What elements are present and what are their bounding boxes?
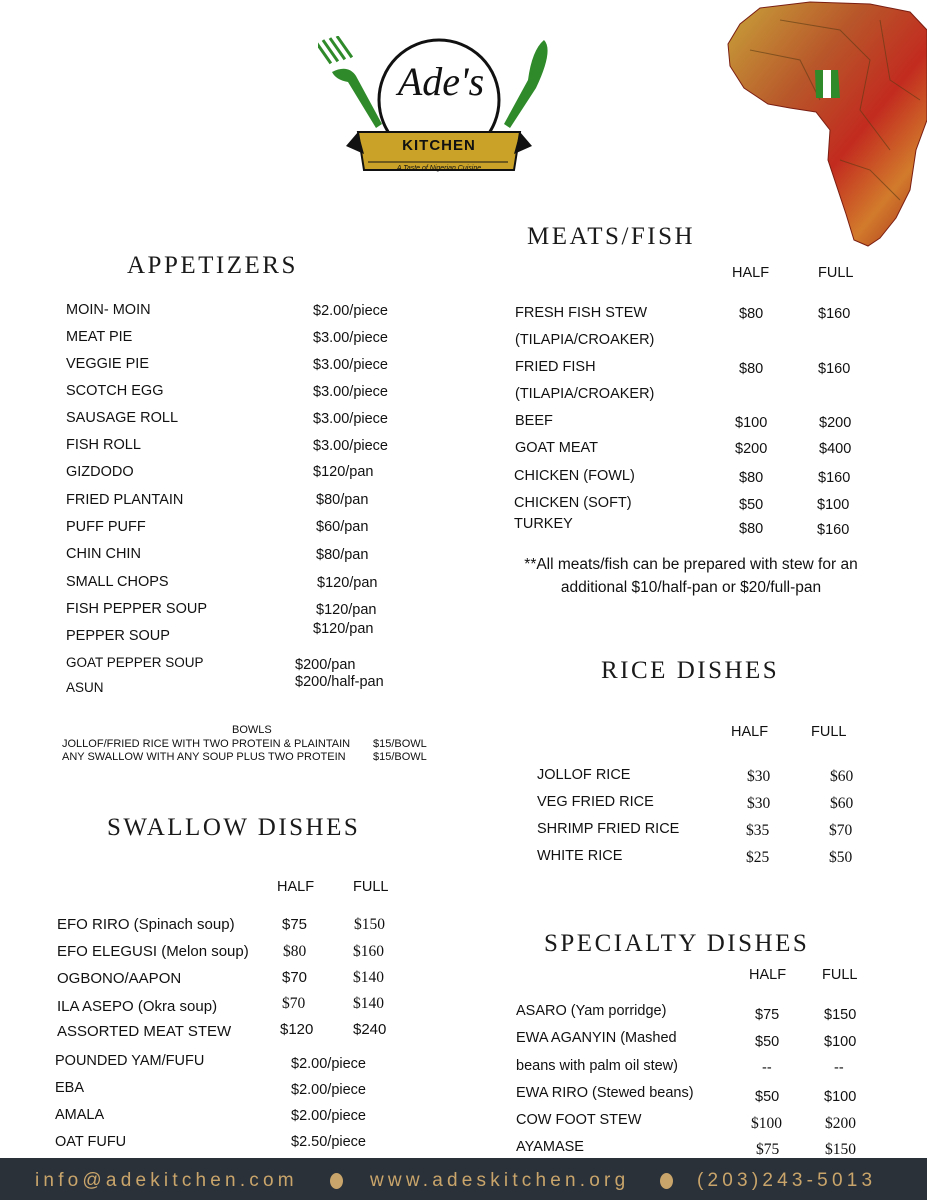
meats-note-line2: additional $10/half-pan or $20/full-pan	[560, 579, 822, 596]
rice-half-header: HALF	[731, 724, 769, 740]
meats-title: MEATS/FISH	[527, 223, 696, 250]
restaurant-logo	[318, 36, 558, 186]
meat-name: GOAT MEAT	[515, 440, 598, 456]
appetizer-name: GOAT PEPPER SOUP	[66, 655, 204, 670]
meat-full: $200	[819, 415, 852, 431]
appetizer-price: $3.00/piece	[313, 330, 388, 346]
africa-map-icon	[720, 0, 927, 250]
meat-half: $200	[735, 441, 768, 457]
meat-half: $80	[739, 470, 764, 486]
specialty-name: EWA AGANYIN (Mashed	[516, 1030, 677, 1046]
brand-tagline: A Taste of Nigerian Cuisine	[396, 165, 482, 172]
bowls-title: BOWLS	[232, 724, 272, 736]
meat-half: $80	[739, 306, 764, 322]
appetizer-name: FISH ROLL	[66, 437, 141, 453]
rice-half: $30	[747, 795, 771, 812]
meat-full: $100	[817, 497, 850, 513]
swallow-half-header: HALF	[277, 879, 315, 895]
rice-half: $25	[746, 849, 770, 866]
swallow-piece-name: AMALA	[55, 1107, 105, 1123]
appetizer-name: CHIN CHIN	[66, 546, 141, 562]
brand-kitchen: KITCHEN	[402, 137, 476, 154]
swallow-piece-price: $2.00/piece	[291, 1108, 366, 1124]
appetizer-name: SCOTCH EGG	[66, 383, 164, 399]
specialty-title: SPECIALTY DISHES	[544, 930, 810, 957]
africa-map-image	[720, 0, 927, 250]
swallow-full: $140	[353, 995, 384, 1012]
rice-name: VEG FRIED RICE	[537, 794, 654, 810]
rice-full: $60	[830, 768, 854, 785]
specialty-half: $50	[755, 1089, 780, 1105]
appetizer-price: $120/pan	[313, 621, 374, 637]
specialty-name: EWA RIRO (Stewed beans)	[516, 1085, 694, 1101]
meat-name: BEEF	[515, 413, 553, 429]
rice-title: RICE DISHES	[601, 657, 780, 684]
swallow-full: $140	[353, 969, 384, 986]
meat-name: (TILAPIA/CROAKER)	[515, 332, 655, 348]
rice-name: JOLLOF RICE	[537, 767, 631, 783]
specialty-full: $150	[824, 1007, 857, 1023]
appetizer-name: FISH PEPPER SOUP	[66, 601, 208, 617]
appetizer-price: $3.00/piece	[313, 357, 388, 373]
rice-name: WHITE RICE	[537, 848, 623, 864]
swallow-name: ILA ASEPO (Okra soup)	[57, 998, 218, 1015]
meat-half: $80	[739, 361, 764, 377]
rice-full: $70	[829, 822, 853, 839]
swallow-name: EFO ELEGUSI (Melon soup)	[57, 943, 249, 960]
appetizer-name: PEPPER SOUP	[66, 628, 170, 644]
appetizer-price: $3.00/piece	[313, 384, 388, 400]
swallow-piece-name: EBA	[55, 1080, 85, 1096]
brand-name: Ade's	[397, 59, 485, 104]
swallow-piece-price: $2.50/piece	[291, 1134, 366, 1150]
swallow-full: $160	[353, 943, 384, 960]
specialty-name: beans with palm oil stew)	[516, 1058, 678, 1074]
bowl-name: JOLLOF/FRIED RICE WITH TWO PROTEIN & PLAINTAIN	[62, 738, 351, 750]
swallow-name: OGBONO/AAPON	[57, 970, 182, 987]
footer-website-link[interactable]: www.adeskitchen.org	[370, 1170, 630, 1191]
meat-full: $160	[818, 470, 851, 486]
swallow-half: $120	[280, 1021, 314, 1038]
rice-half: $30	[747, 768, 771, 785]
specialty-half: $100	[751, 1115, 782, 1132]
meats-note	[505, 553, 877, 599]
appetizer-price: $120/pan	[317, 575, 378, 591]
swallow-piece-name: POUNDED YAM/FUFU	[55, 1053, 205, 1069]
bowl-price: $15/BOWL	[373, 751, 427, 763]
swallow-name: EFO RIRO (Spinach soup)	[57, 916, 235, 933]
specialty-full: --	[834, 1060, 844, 1076]
footer-email-link[interactable]: info@adekitchen.com	[35, 1170, 298, 1191]
footer-separator-dot-icon	[660, 1173, 673, 1189]
appetizer-price: $200/pan	[295, 657, 356, 673]
specialty-name: ASARO (Yam porridge)	[516, 1003, 667, 1019]
meats-note-line1: **All meats/fish can be prepared with stew for an	[524, 556, 858, 573]
appetizer-price: $80/pan	[316, 492, 369, 508]
appetizer-price: $120/pan	[313, 464, 374, 480]
appetizer-name: PUFF PUFF	[66, 519, 146, 535]
appetizer-price: $3.00/piece	[313, 411, 388, 427]
meat-name: TURKEY	[514, 516, 573, 532]
meat-full: $160	[817, 522, 850, 538]
swallow-full: $150	[354, 916, 385, 933]
swallow-half: $70	[282, 995, 306, 1012]
meat-half: $100	[735, 415, 768, 431]
footer-bar	[0, 1158, 927, 1200]
swallow-half: $75	[282, 916, 308, 933]
meat-full: $160	[818, 361, 851, 377]
swallow-half: $70	[282, 969, 308, 986]
appetizers-title: APPETIZERS	[127, 252, 298, 279]
rice-half: $35	[746, 822, 770, 839]
appetizer-name: MOIN- MOIN	[66, 302, 151, 318]
meat-name: CHICKEN (FOWL)	[514, 468, 635, 484]
specialty-name: COW FOOT STEW	[516, 1112, 642, 1128]
appetizer-price: $60/pan	[316, 519, 369, 535]
specialty-full: $150	[825, 1141, 856, 1158]
rice-full: $50	[829, 849, 853, 866]
swallow-full: $240	[353, 1021, 387, 1038]
appetizer-name: GIZDODO	[66, 464, 134, 480]
bowl-price: $15/BOWL	[373, 738, 427, 750]
appetizer-price: $200/half-pan	[295, 674, 384, 690]
appetizer-price: $80/pan	[316, 547, 369, 563]
appetizer-name: ASUN	[66, 680, 104, 695]
swallow-half: $80	[283, 943, 307, 960]
appetizer-name: VEGGIE PIE	[66, 356, 149, 372]
meats-full-header: FULL	[818, 265, 854, 281]
meat-name: (TILAPIA/CROAKER)	[515, 386, 655, 402]
specialty-half: $75	[755, 1007, 780, 1023]
specialty-half: $75	[756, 1141, 780, 1158]
appetizer-name: SMALL CHOPS	[66, 574, 169, 590]
rice-name: SHRIMP FRIED RICE	[537, 821, 680, 837]
specialty-half: --	[762, 1060, 772, 1076]
rice-full: $60	[830, 795, 854, 812]
appetizer-price: $3.00/piece	[313, 438, 388, 454]
swallow-title: SWALLOW DISHES	[107, 814, 361, 841]
meat-half: $80	[739, 521, 764, 537]
swallow-piece-price: $2.00/piece	[291, 1082, 366, 1098]
meat-half: $50	[739, 497, 764, 513]
meat-name: FRESH FISH STEW	[515, 305, 648, 321]
specialty-half-header: HALF	[749, 967, 787, 983]
appetizer-name: MEAT PIE	[66, 329, 133, 345]
appetizer-name: SAUSAGE ROLL	[66, 410, 179, 426]
specialty-full: $200	[825, 1115, 856, 1132]
appetizer-price: $120/pan	[316, 602, 377, 618]
footer-separator-dot-icon	[330, 1173, 343, 1189]
meat-full: $400	[819, 441, 852, 457]
specialty-name: AYAMASE	[516, 1139, 584, 1155]
appetizer-price: $2.00/piece	[313, 303, 388, 319]
specialty-full: $100	[824, 1089, 857, 1105]
swallow-name: ASSORTED MEAT STEW	[57, 1023, 232, 1040]
specialty-full: $100	[824, 1034, 857, 1050]
meats-half-header: HALF	[732, 265, 770, 281]
rice-full-header: FULL	[811, 724, 847, 740]
swallow-full-header: FULL	[353, 879, 389, 895]
specialty-half: $50	[755, 1034, 780, 1050]
meat-name: FRIED FISH	[515, 359, 596, 375]
swallow-piece-price: $2.00/piece	[291, 1056, 366, 1072]
meat-full: $160	[818, 306, 851, 322]
swallow-piece-name: OAT FUFU	[55, 1134, 127, 1150]
appetizer-name: FRIED PLANTAIN	[66, 492, 184, 508]
meat-name: CHICKEN (SOFT)	[514, 495, 632, 511]
specialty-full-header: FULL	[822, 967, 858, 983]
bowl-name: ANY SWALLOW WITH ANY SOUP PLUS TWO PROTEIN	[62, 751, 346, 763]
footer-phone-link[interactable]: (203)243-5013	[697, 1170, 877, 1191]
